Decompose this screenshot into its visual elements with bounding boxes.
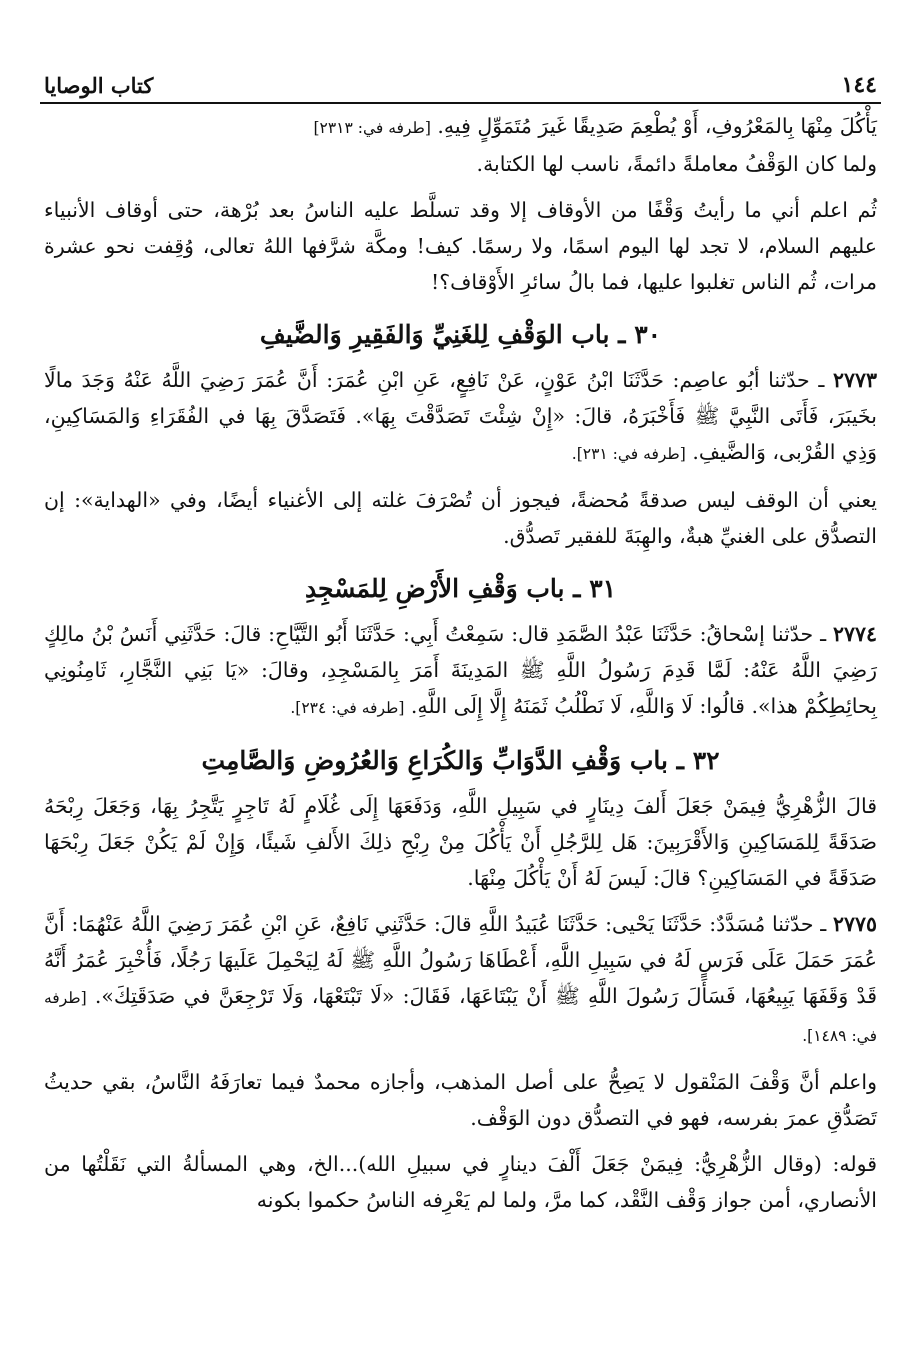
- hadith-2774-reference: [طرفه في: ٢٣٤].: [290, 699, 405, 717]
- hadith-2774-number: ٢٧٧٤: [832, 622, 877, 646]
- paragraph-2: ولما كان الوَقْفُ معاملةً دائمةً، ناسب لها الكتابة.: [476, 152, 877, 176]
- paragraph-5: قالَ الزُّهْرِيُّ فِيمَنْ جَعَلَ أَلفَ دِينَارٍ في سَبِيلِ اللَّهِ، وَدَفَعَهَا إِلَى غُلَامٍ لَهُ تَاجِرٍ يَتَّجِرُ بِهَا، وَجَعَلَ رِبْحَهُ صَدَقَةً لِلمَسَاكِينِ وَالأَقْرَبِينَ: هَل لِلرَّجُلِ أَنْ يَأْكُلَ مِنْ رِبْحِ ذلِكَ الأَلفِ شَيئًا، وَإِنْ لَمْ يَكُنْ جَعَلَ رِبْحَهَا صَدَقَةً في المَسَاكِينِ؟ قالَ: لَيسَ لَهُ أَنْ يَأْكُلَ مِنْهَا.: [44, 794, 877, 890]
- hadith-2775-number: ٢٧٧٥: [832, 912, 877, 936]
- hadith-2775-text: ـ حدّثنا مُسَدَّدٌ: حَدَّثَنَا يَحْيى: حَدَّثَنَا عُبَيدُ اللَّهِ قالَ: حَدَّثَنِي نَافِعٌ، عَنِ ابْنِ عُمَرَ رَضِيَ اللَّهُ عَنْهُمَا: أَنَّ عُمَرَ حَمَلَ عَلَى فَرَسٍ لَهُ في سَبِيلِ اللَّهِ، أَعْطَاهَا رَسُولُ اللَّهِ ﷺ لَهُ لِيَحْمِلَ عَلَيهَا رَجُلًا، فَأُخْبِرَ عُمَرُ أَنَّهُ قَدْ وَقَفَهَا يَبِيعُهَا، فَسَأَلَ رَسُولَ اللَّهِ ﷺ أَنْ يَبْتَاعَهَا، فَقَالَ: «لَا تَبْتَعْهَا، وَلَا تَرْجِعَنَّ في صَدَقَتِكَ».: [44, 912, 877, 1008]
- book-title: كتاب الوصايا: [44, 73, 154, 98]
- paragraph-7: قوله: (وقال الزُّهْرِيُّ: فِيمَنْ جَعَلَ أَلْفَ دينارٍ في سبيلِ الله)...الخ، وهي المسألةُ التي نَقَلْتُها من الأنصاري، أمن جواز وَقْف النَّقْد، كما مرَّ، ولما لم يَعْرِفه الناسُ حكموا بكونه: [44, 1152, 877, 1212]
- chapter-32-heading: ٣٢ ـ باب وَقْفِ الدَّوَابِّ وَالكُرَاعِ وَالعُرُوضِ وَالصَّامِتِ: [201, 746, 720, 775]
- hadith-2773-reference: [طرفه في: ٢٣١].: [571, 445, 686, 463]
- paragraph-1: [44, 108, 877, 146]
- paragraph-4: يعني أن الوقف ليس صدقةً مُحضةً، فيجوز أن تُصْرَفَ غلته إلى الأغنياء أيضًا، وفي «الهداية»: إن التصدُّق على الغنيِّ هبةٌ، والهِبَةَ للفقير تَصدُّق.: [44, 488, 877, 548]
- chapter-30-heading: ٣٠ ـ باب الوَقْفِ لِلغَنِيِّ وَالفَقِيرِ وَالضَّيفِ: [259, 320, 662, 349]
- hadith-2773-number: ٢٧٧٣: [832, 368, 877, 392]
- paragraph-3: ثُم اعلم أني ما رأيتُ وَقْفًا من الأوقاف إلا وقد تسلَّط عليه الناسُ بعد بُرْهة، حتى أوقاف الأنبياء عليهم السلام، لا تجد لها اليوم اسمًا، ولا رسمًا. كيف! ومكَّة شرَّفها اللهُ تعالى، وُقِفت نحو عشرة مرات، ثُم الناس تغلبوا عليها، فما بالُ سائرِ الأَوْقاف؟!: [44, 198, 877, 294]
- hadith-2773: [44, 362, 877, 472]
- paragraph-1-text: يَأْكُلَ مِنْهَا بِالمَعْرُوفِ، أَوْ يُطْعِمَ صَدِيقًا غَيرَ مُتَمَوِّلٍ فِيهِ.: [430, 114, 877, 138]
- paragraph-1-reference: [طرفه في: ٢٣١٣]: [313, 119, 431, 137]
- hadith-2774: [44, 616, 877, 726]
- hadith-2775-reference: [طرفه في: ١٤٨٩].: [44, 989, 877, 1045]
- page-number: ١٤٤: [841, 72, 877, 98]
- hadith-2775: [44, 906, 877, 1054]
- chapter-31-heading: ٣١ ـ باب وَقْفِ الأَرْضِ لِلمَسْجِدِ: [304, 574, 617, 603]
- paragraph-6: واعلم أنَّ وَقْفَ المَنْقول لا يَصِحُّ على أصل المذهب، وأجازه محمدٌ فيما تعارَفَهُ النَّاسُ، بقي حديثُ تَصَدُّقِ عمرَ بفرسه، فهو في التصدُّق دون الوَقْف.: [44, 1070, 877, 1130]
- hadith-2773-text: ـ حدّثنا أبُو عاصِم: حَدَّثَنَا ابْنُ عَوْنٍ، عَنْ نَافِعٍ، عَنِ ابْنِ عُمَرَ: أَنَّ عُمَرَ رَضِيَ اللَّهُ عَنْهُ وَجَدَ مالًا بخَيبَرَ، فَأَتَى النَّبِيَّ ﷺ فَأَخْبَرَهُ، قالَ: «إِنْ شِئْتَ تَصَدَّقْتَ بِهَا». فَتَصَدَّقَ بِهَا في الفُقَرَاءِ وَالمَسَاكِينِ، وَذِي القُرْبى، وَالضَّيفِ.: [44, 368, 877, 464]
- page-content: [40, 108, 881, 1218]
- hadith-2774-text: ـ حدّثنا إسْحاقُ: حَدَّثَنَا عَبْدُ الصَّمَدِ قال: سَمِعْتُ أَبِي: حَدَّثَنَا أَبُو التَّيَّاحِ: قالَ: حَدَّثَنِي أَنَسُ بْنُ مالِكٍ رَضِيَ اللَّهُ عَنْهُ: لَمَّا قَدِمَ رَسُولُ اللَّهِ ﷺ المَدِينَةَ أَمَرَ بِالمَسْجِدِ، وقالَ: «يَا بَنِي النَّجَّارِ، ثَامِنُونِي بِحائِطِكُمْ هذا». قالُوا: لَا وَاللَّهِ، لَا نَطْلُبُ ثَمَنَهُ إِلَّا إِلَى اللَّهِ.: [44, 622, 877, 718]
- page-header: [40, 62, 881, 104]
